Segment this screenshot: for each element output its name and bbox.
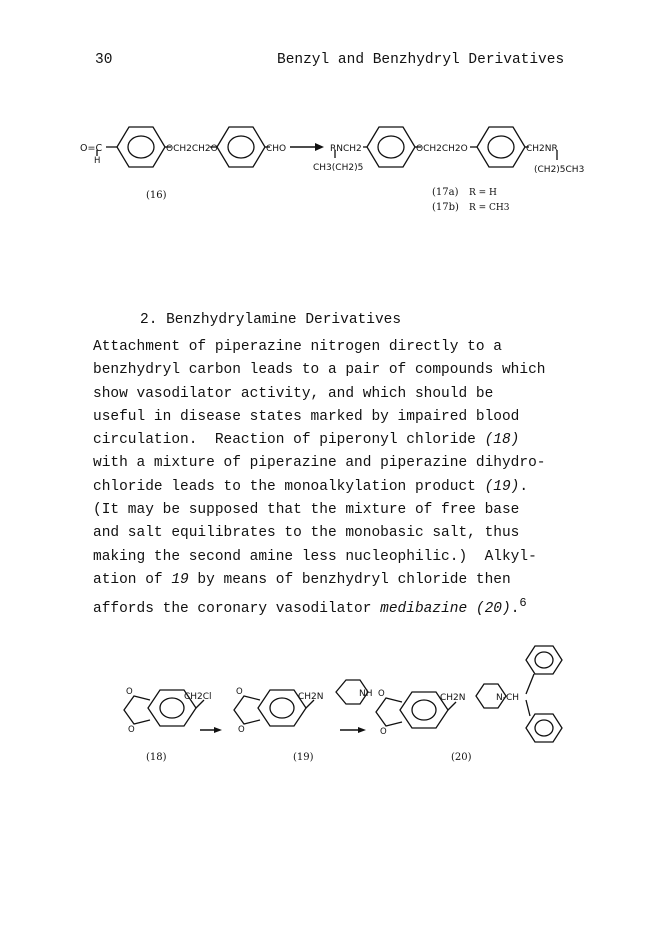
benzene-ring-left xyxy=(117,127,165,167)
linker-product-label: OCH2CH2O xyxy=(416,144,468,154)
text-line: with a mixture of piperazine and piperazine dihydro- xyxy=(93,455,546,472)
amine-left-label: RNCH2 xyxy=(330,144,362,154)
reaction-arrow-1 xyxy=(290,143,324,151)
linker-label: OCH2CH2O xyxy=(166,144,218,154)
reaction-arrow-2 xyxy=(200,727,222,733)
dioxole-ring-18 xyxy=(124,696,150,724)
compound-label-18: (18) xyxy=(146,752,167,763)
text-line: and salt equilibrates to the monobasic salt, thus xyxy=(93,525,520,542)
oxygen-label: O xyxy=(236,687,243,697)
dioxole-ring-20 xyxy=(376,698,402,726)
oxygen-label: O xyxy=(238,725,245,735)
reaction-arrow-3 xyxy=(340,727,366,733)
nh-label: NH xyxy=(359,689,373,699)
carbonyl-label: O=C xyxy=(80,143,103,154)
benzhydryl-n-label: N-CH xyxy=(496,693,520,703)
reaction-scheme-2 xyxy=(0,640,647,780)
oxygen-label: O xyxy=(380,727,387,737)
text-line: making the second amine less nucleophilic.) Alkyl- xyxy=(93,548,537,565)
drug-name-medibazine: medibazine xyxy=(380,601,468,618)
reaction-scheme-1 xyxy=(0,110,647,240)
alkyl-left-label: CH3(CH2)5 xyxy=(313,163,364,173)
text-line: show vasodilator activity, and which should be xyxy=(93,385,494,402)
compound-label-17a: (17a) xyxy=(432,187,459,198)
amine-right-label: CH2NR xyxy=(526,144,558,154)
cho-label: CHO xyxy=(266,144,287,154)
text-line: (It may be supposed that the mixture of free base xyxy=(93,502,520,519)
ch2n-label-20: CH2N xyxy=(440,693,466,703)
compound-label-20: (20) xyxy=(451,752,472,763)
text-line: chloride leads to the monoalkylation product (19). xyxy=(93,478,529,495)
compound-ref-19: (19) xyxy=(484,478,520,495)
compound-ref-20: (20) xyxy=(475,601,511,618)
compound-label-17b: (17b) xyxy=(432,202,459,213)
aldehyde-h-label: H xyxy=(94,156,101,166)
alkyl-right-label: (CH2)5CH3 xyxy=(534,165,585,175)
ch2n-label-19: CH2N xyxy=(298,692,324,702)
r-definition-17a: R = H xyxy=(469,188,497,198)
compound-label-19: (19) xyxy=(293,752,314,763)
text-line: Attachment of piperazine nitrogen directly to a xyxy=(93,339,502,355)
phenyl-ring-top xyxy=(526,646,562,674)
oxygen-label: O xyxy=(378,689,385,699)
oxygen-label: O xyxy=(128,725,135,735)
page-number: 30 xyxy=(95,52,113,68)
r-definition-17b: R = CH3 xyxy=(469,203,510,213)
text-line: affords the coronary vasodilator medibazine (20).$^6$ xyxy=(93,596,527,618)
text-line: benzhydryl carbon leads to a pair of compounds which xyxy=(93,362,546,379)
body-paragraph xyxy=(93,336,593,621)
compound-ref-18: (18) xyxy=(484,432,520,449)
text-line: useful in disease states marked by impaired blood xyxy=(93,408,520,425)
reference-superscript: 6 xyxy=(519,596,527,611)
phenyl-ring-bottom xyxy=(526,714,562,742)
text-line: ation of 19 by means of benzhydryl chloride then xyxy=(93,571,511,588)
section-heading: 2. Benzhydrylamine Derivatives xyxy=(140,312,402,328)
oxygen-label: O xyxy=(126,687,133,697)
compound-ref-19: 19 xyxy=(171,571,189,588)
benzene-ring-product-right xyxy=(477,127,525,167)
benzene-ring-product-left xyxy=(367,127,415,167)
text-line: circulation. Reaction of piperonyl chloride (18) xyxy=(93,432,520,449)
running-title: Benzyl and Benzhydryl Derivatives xyxy=(277,52,565,68)
chloromethyl-label: CH2Cl xyxy=(184,692,212,702)
compound-label-16: (16) xyxy=(146,190,167,201)
dioxole-ring-19 xyxy=(234,696,260,724)
benzene-ring-right xyxy=(217,127,265,167)
